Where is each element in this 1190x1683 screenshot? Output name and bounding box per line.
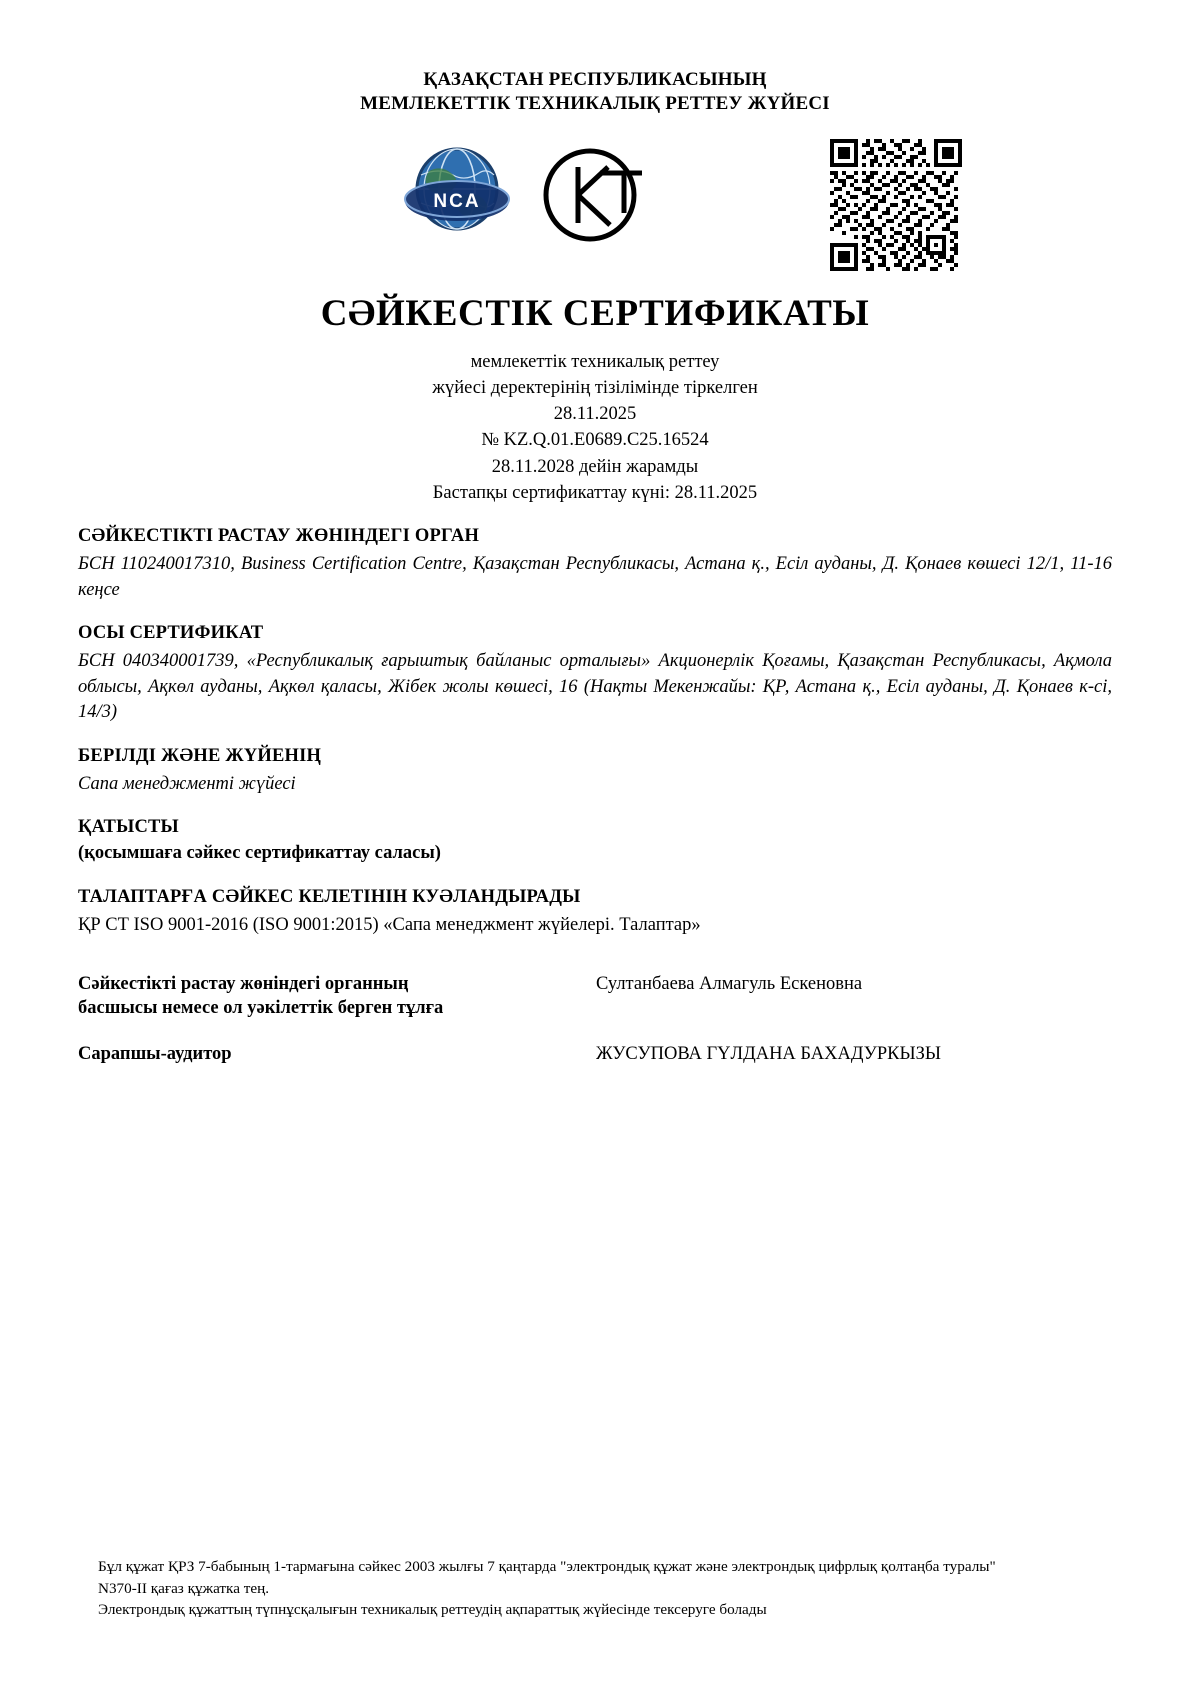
section-certificate-holder-heading: ОСЫ СЕРТИФИКАТ xyxy=(78,623,264,644)
header-line-2: МЕМЛЕКЕТТІК ТЕХНИКАЛЫҚ РЕТТЕУ ЖҮЙЕСІ xyxy=(360,93,830,115)
section-scope xyxy=(78,817,1112,867)
section-certification-body xyxy=(78,526,1112,603)
registration-details xyxy=(78,349,1112,507)
validity-date: 28.11.2028 дейін жарамды xyxy=(491,456,699,477)
section-certification-body-text: БСН 110240017310, Business Certification Centre, Қазақстан Республикасы, Астана қ., Есіл ауданы, Д. Қонаев көшесі 12/1, 11-16 кеңсе xyxy=(78,554,1112,600)
registry-line-1: мемлекеттік техникалық реттеу xyxy=(470,351,720,372)
signature-block xyxy=(78,972,1112,1066)
section-certificate-holder xyxy=(78,623,1112,726)
header-line-1: ҚАЗАҚСТАН РЕСПУБЛИКАСЫНЫҢ xyxy=(423,69,767,90)
kt-conformity-mark-icon xyxy=(538,139,650,251)
section-certificate-holder-text: БСН 040340001739, «Республикалық ғарыштық байланыс орталығы» Акционерлік Қоғамы, Қазақстан Республикасы, Ақмола облысы, Ақкөл ауданы, Ақкөл қаласы, Жібек жолы көшесі, 16 (Нақты Мекенжайы: ҚР, Астана қ., Есіл ауданы, Д. Қонаев к-сі, 14/3) xyxy=(78,651,1112,723)
initial-certification-date: Бастапқы сертификаттау күні: 28.11.2025 xyxy=(432,482,758,503)
logos-row xyxy=(78,139,1112,284)
registration-date: 28.11.2025 xyxy=(553,404,637,425)
qr-code xyxy=(830,139,962,271)
section-scope-text: (қосымшаға сәйкес сертификаттау саласы) xyxy=(78,843,441,864)
section-issued-system xyxy=(78,746,1112,798)
svg-text:NCA: NCA xyxy=(433,190,481,212)
signature-role-auditor xyxy=(78,1042,578,1066)
nca-globe-logo-icon xyxy=(391,145,523,241)
signature-role-auditor-line-1: Сарапшы-аудитор xyxy=(78,1044,232,1065)
signature-role-head-line-1: Сәйкестікті растау жөніндегі органның xyxy=(78,974,409,995)
page-title: СӘЙКЕСТІК СЕРТИФИКАТЫ xyxy=(320,292,870,334)
footer-line-3: Электрондық құжаттың түпнұсқалығын техникалық реттеудің ақпараттық жүйесінде тексеруге болады xyxy=(98,1601,767,1619)
section-scope-heading: ҚАТЫСТЫ xyxy=(78,817,179,838)
footer-line-1: Бұл құжат ҚРЗ 7-бабының 1-тармағына сәйкес 2003 жылғы 7 қаңтарда "электрондық құжат және электрондық цифрлық қолтаңба туралы" xyxy=(98,1558,996,1576)
section-issued-system-text: Сапа менеджменті жүйесі xyxy=(78,773,296,794)
signature-name-head: Султанбаева Алмагуль Ескеновна xyxy=(596,974,863,995)
signature-row xyxy=(78,972,1112,1020)
section-conformity xyxy=(78,887,1112,939)
signature-row xyxy=(78,1042,1112,1066)
certificate-number: № KZ.Q.01.E0689.C25.16524 xyxy=(481,430,709,451)
section-conformity-heading: ТАЛАПТАРҒА СӘЙКЕС КЕЛЕТІНІН КУӘЛАНДЫРАДЫ xyxy=(78,886,581,907)
section-issued-system-heading: БЕРІЛДІ ЖӘНЕ ЖҮЙЕНІҢ xyxy=(78,745,322,766)
signature-role-head xyxy=(78,972,578,1020)
registry-line-2: жүйесі деректерінің тізілімінде тіркелген xyxy=(432,377,758,398)
section-conformity-text: ҚР СТ ISO 9001-2016 (ISO 9001:2015) «Сапа менеджмент жүйелері. Талаптар» xyxy=(78,914,701,935)
footer-note xyxy=(98,1556,1112,1621)
footer-line-2: N370-II қағаз құжатка тең. xyxy=(98,1579,270,1597)
section-certification-body-heading: СӘЙКЕСТІКТІ РАСТАУ ЖӨНІНДЕГІ ОРГАН xyxy=(78,526,480,547)
signature-name-auditor: ЖУСУПОВА ГҮЛДАНА БАХАДУРКЫЗЫ xyxy=(596,1044,941,1065)
document-header xyxy=(78,0,1112,117)
signature-role-head-line-2: басшысы немесе ол уәкілеттік берген тұлға xyxy=(78,998,444,1019)
